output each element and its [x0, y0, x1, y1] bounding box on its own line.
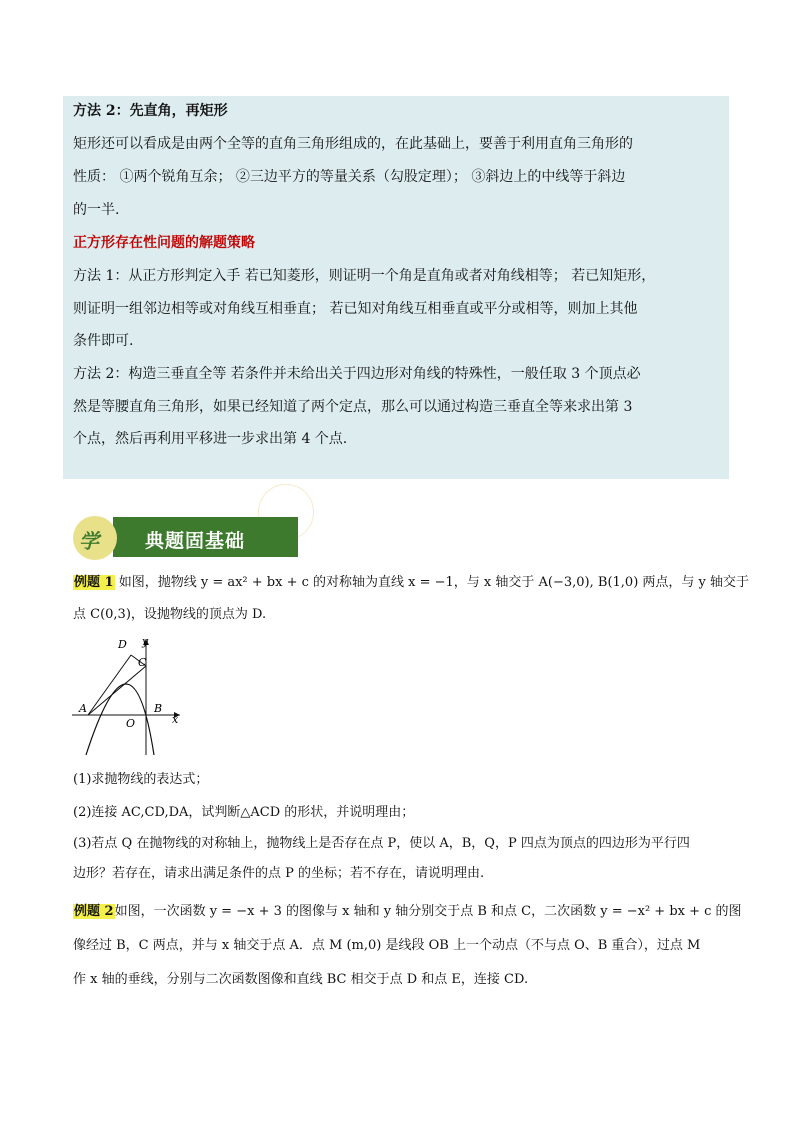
example1-question: (2)连接 AC,CD,DA，试判断△ACD 的形状，并说明理由； — [73, 805, 415, 820]
square-method1-line: 则证明一组邻边相等或对角线互相垂直； 若已知对角线互相垂直或平分或相等，则加上其他 — [73, 301, 638, 317]
label-o: O — [126, 717, 136, 730]
method2-title: 方法 2：先直角，再矩形 — [73, 103, 228, 119]
label-b: B — [154, 702, 163, 715]
example2-line1 — [73, 902, 742, 922]
method2-line: 性质： ①两个锐角互余； ②三边平方的等量关系（勾股定理）； ③斜边上的中线等于斜边 — [73, 169, 626, 185]
method2-line: 矩形还可以看成是由两个全等的直角三角形组成的，在此基础上，要善于利用直角三角形的 — [73, 136, 633, 152]
square-method1-line: 条件即可. — [73, 333, 134, 349]
example1-line2: 点 C(0,3)，设抛物线的顶点为 D. — [73, 607, 267, 622]
example1-question: (3)若点 Q 在抛物线的对称轴上，抛物线上是否存在点 P，使以 A，B，Q，P 四点为顶点的四边形为平行四 — [73, 836, 690, 851]
label-d: D — [118, 638, 127, 651]
example1-question: (1)求抛物线的表达式； — [73, 772, 209, 787]
parabola-curve — [86, 684, 154, 755]
example2-line: 作 x 轴的垂线，分别与二次函数图像和直线 BC 相交于点 D 和点 E，连接 CD. — [73, 972, 529, 987]
section-header-char: 学 — [79, 529, 99, 553]
example1-line1 — [73, 573, 749, 593]
label-x: x — [172, 713, 179, 726]
example2-line: 像经过 B，C 两点，并与 x 轴交于点 A．点 M (m,0) 是线段 OB 上一个动点（不与点 O、B 重合），过点 M — [73, 938, 701, 953]
section-title: 典题固基础 — [145, 530, 246, 552]
label-c: C — [138, 656, 147, 669]
parabola-figure — [72, 633, 192, 758]
segment-ac — [88, 666, 146, 715]
section-header — [73, 513, 303, 563]
segment-ad — [88, 655, 131, 715]
example2-text: 如图，一次函数 y = −x + 3 的图像与 x 轴和 y 轴分别交于点 B 和点 C，二次函数 y = −x² + bx + c 的图 — [114, 904, 742, 919]
example1-label: 例题 1 — [74, 575, 114, 590]
square-method1-line: 方法 1：从正方形判定入手 若已知菱形，则证明一个角是直角或者对角线相等； 若已知矩形， — [73, 268, 656, 284]
example2-label: 例题 2 — [74, 904, 114, 919]
example1-question: 边形？若存在，请求出满足条件的点 P 的坐标；若不存在，请说明理由. — [73, 866, 485, 881]
label-a: A — [79, 702, 87, 715]
label-y: y — [142, 635, 149, 648]
example1-text: 如图，抛物线 y = ax² + bx + c 的对称轴为直线 x = −1，与 x 轴交于 A(−3,0), B(1,0) 两点，与 y 轴交于 — [114, 575, 750, 590]
square-strategy-title: 正方形存在性问题的解题策略 — [73, 235, 255, 251]
square-method2-line: 方法 2：构造三垂直全等 若条件并未给出关于四边形对角线的特殊性，一般任取 3 个顶点必 — [73, 366, 641, 382]
method2-line: 的一半. — [73, 202, 120, 218]
square-method2-line: 个点，然后再利用平移进一步求出第 4 个点. — [73, 431, 348, 447]
square-method2-line: 然是等腰直角三角形，如果已经知道了两个定点，那么可以通过构造三垂直全等来求出第 3 — [73, 399, 633, 415]
